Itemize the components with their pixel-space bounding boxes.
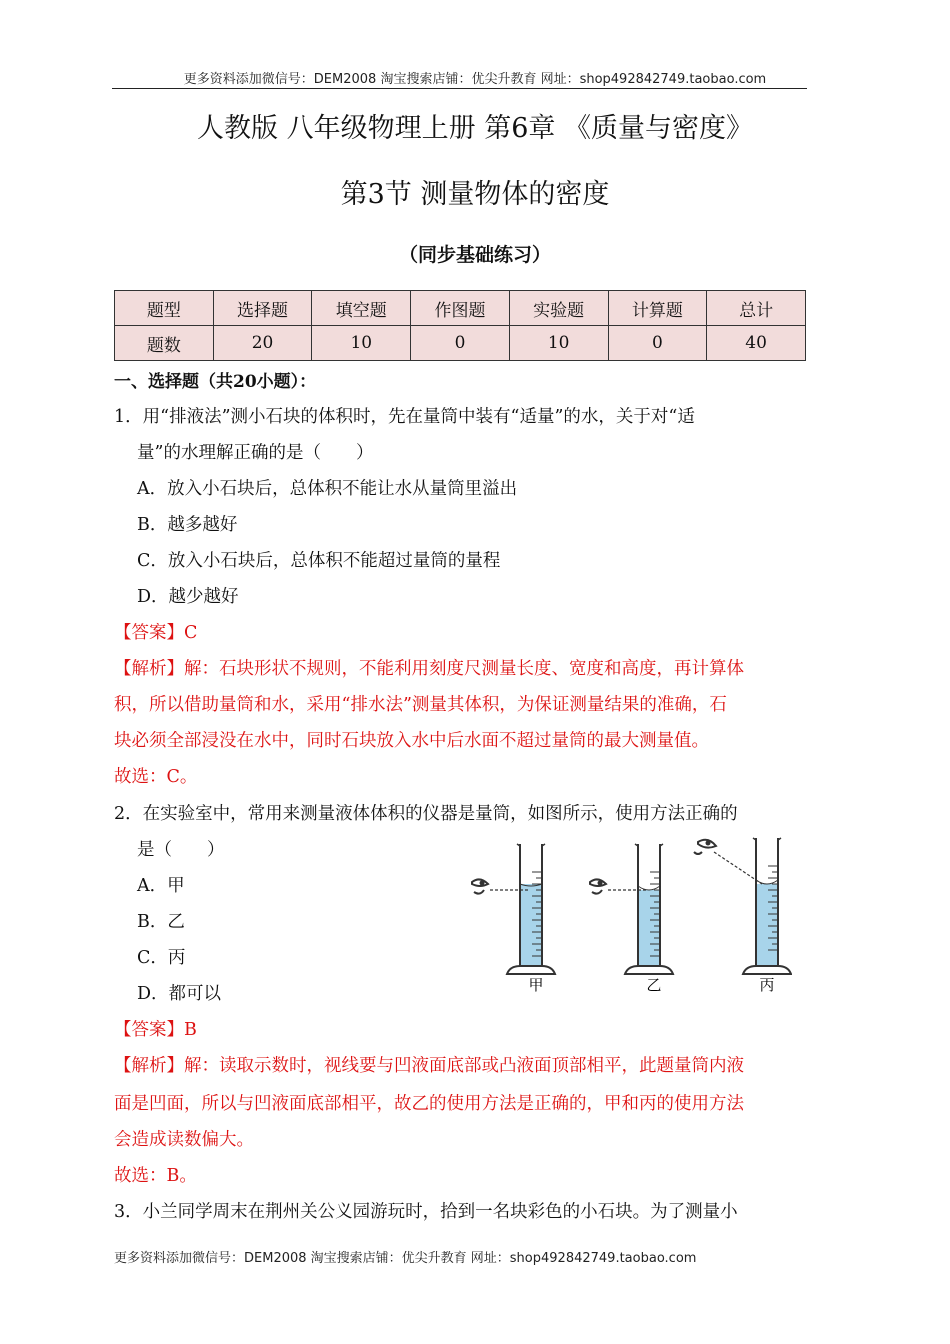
- q1-analysis-line2: 积，所以借助量筒和水，采用“排水法”测量其体积，为保证测量结果的准确，石: [114, 695, 727, 715]
- analysis-label: 【解析】: [114, 1056, 184, 1076]
- q2-stem-line1: 2．在实验室中，常用来测量液体体积的仪器是量筒，如图所示，使用方法正确的: [114, 804, 738, 824]
- section-heading: 一、选择题（共20小题）：: [114, 372, 317, 392]
- q2-answer: [114, 1016, 197, 1041]
- header-divider: [112, 88, 807, 89]
- answer-label: 【答案】: [114, 1020, 184, 1040]
- section-title: 第3节 测量物体的密度: [340, 179, 610, 210]
- table-cell: 总计: [707, 291, 806, 326]
- answer-value: C: [184, 623, 198, 643]
- eye-icon: [694, 840, 716, 854]
- table-cell: 0: [608, 326, 707, 361]
- question-stats-table: [114, 290, 806, 361]
- table-row: [115, 326, 806, 361]
- label-yi: 乙: [646, 976, 662, 994]
- subtitle: （同步基础练习）: [398, 244, 551, 266]
- q1-stem-line2: 量”的水理解正确的是（ ）: [137, 443, 374, 463]
- table-cell: 题型: [115, 291, 214, 326]
- q1-analysis-line1: [114, 655, 744, 680]
- table-cell: 填空题: [312, 291, 411, 326]
- q3-stem-line1: 3．小兰同学周末在荆州关公义园游玩时，拾到一名块彩色的小石块。为了测量小: [114, 1202, 738, 1222]
- table-cell: 计算题: [608, 291, 707, 326]
- label-jia: 甲: [528, 976, 544, 994]
- q1-answer: [114, 619, 197, 644]
- q1-stem-line1: 1．用“排液法”测小石块的体积时，先在量筒中装有“适量”的水，关于对“适: [114, 407, 695, 427]
- page-header: 更多资料添加微信号：DEM2008 淘宝搜索店铺：优尖升教育 网址：shop492842749.taobao.com: [183, 72, 767, 87]
- q2-option-d: D．都可以: [137, 984, 222, 1004]
- cylinder-bing: [694, 838, 791, 974]
- analysis-text: 解：石块形状不规则，不能利用刻度尺测量长度、宽度和高度，再计算体: [184, 659, 744, 679]
- q2-stem-line2: 是（ ）: [137, 840, 225, 860]
- table-cell: 题数: [115, 326, 214, 361]
- q1-option-b: B．越多越好: [137, 515, 238, 535]
- table-row: [115, 291, 806, 326]
- q1-option-d: D．越少越好: [137, 587, 239, 607]
- analysis-text: 解：读取示数时，视线要与凹液面底部或凸液面顶部相平，此题量筒内液: [184, 1056, 744, 1076]
- answer-label: 【答案】: [114, 623, 184, 643]
- q2-option-b: B．乙: [137, 912, 185, 932]
- q1-option-c: C．放入小石块后，总体积不能超过量筒的量程: [137, 551, 501, 571]
- table-cell: 作图题: [411, 291, 510, 326]
- q1-option-a: A．放入小石块后，总体积不能让水从量筒里溢出: [137, 479, 518, 499]
- q2-option-a: A．甲: [137, 876, 185, 896]
- q1-conclusion: 故选：C。: [114, 767, 198, 787]
- analysis-label: 【解析】: [114, 659, 184, 679]
- graduated-cylinder-figure: [462, 832, 792, 997]
- cylinder-jia: [472, 844, 555, 974]
- answer-value: B: [184, 1020, 197, 1040]
- page-footer: 更多资料添加微信号：DEM2008 淘宝搜索店铺：优尖升教育 网址：shop492842749.taobao.com: [114, 1251, 697, 1266]
- table-cell: 10: [312, 326, 411, 361]
- q2-analysis-line1: [114, 1052, 744, 1077]
- table-cell: 40: [707, 326, 806, 361]
- q2-option-c: C．丙: [137, 948, 186, 968]
- table-cell: 0: [411, 326, 510, 361]
- eye-icon: [472, 879, 488, 893]
- cylinder-yi: [590, 844, 673, 974]
- q2-analysis-line2: 面是凹面，所以与凹液面底部相平，故乙的使用方法是正确的，甲和丙的使用方法: [114, 1094, 744, 1114]
- table-cell: 选择题: [213, 291, 312, 326]
- document-title: 人教版 八年级物理上册 第6章 《质量与密度》: [197, 113, 753, 144]
- q2-conclusion: 故选：B。: [114, 1166, 197, 1186]
- table-cell: 20: [213, 326, 312, 361]
- table-cell: 10: [509, 326, 608, 361]
- q1-analysis-line3: 块必须全部浸没在水中，同时石块放入水中后水面不超过量筒的最大测量值。: [114, 731, 709, 751]
- eye-icon: [590, 879, 606, 893]
- table-cell: 实验题: [509, 291, 608, 326]
- label-bing: 丙: [759, 976, 775, 994]
- q2-analysis-line3: 会造成读数偏大。: [114, 1130, 254, 1150]
